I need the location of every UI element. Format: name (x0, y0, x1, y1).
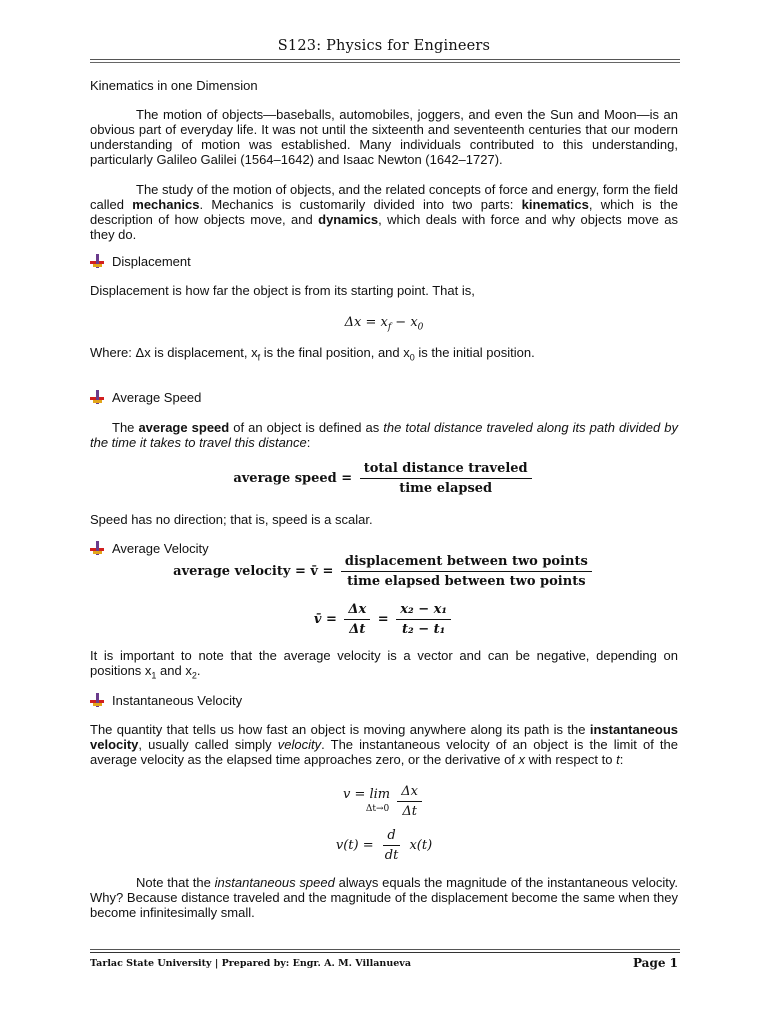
instantaneous-speed-note: Note that the instantaneous speed always equals the magnitude of the instantaneous velocity. Why? Because distance traveled and the magnitude of the displacement become the same when they become infinitesimally small. (90, 875, 678, 920)
footer-rule (90, 949, 680, 953)
instantaneous-velocity-limit-equation: v = lim Δt→0 $\frac{\Delta x}{\Delta t}$ (90, 784, 678, 819)
average-speed-equation: average speed = $\frac{\text{total distance traveled}}{\text{time elapsed}}$ (90, 461, 678, 496)
section-displacement: Displacement (90, 254, 678, 269)
term-mechanics: mechanics (132, 197, 200, 212)
bullet-icon (90, 541, 104, 555)
page-number: Page 1 (632, 956, 678, 970)
term-kinematics: kinematics (521, 197, 589, 212)
displacement-text: Displacement is how far the object is from its starting point. That is, (90, 283, 475, 298)
displacement-equation: $\Delta x = x_f - x_0$ (344, 315, 424, 333)
instantaneous-velocity-derivative-equation: v(t) = $\frac{d}{dt}$ x(t) (335, 828, 433, 863)
average-velocity-note: It is important to note that the average velocity is a vector and can be negative, depending on positions $x_1$ and $x_2$. (90, 648, 678, 681)
bullet-icon (90, 254, 104, 268)
section-average-velocity: Average Velocity (90, 541, 678, 556)
average-speed-definition: The average speed of an object is defined as the total distance traveled along its path divided by the time it takes to travel this distance: (90, 420, 678, 450)
footer-credit: Tarlac State University | Prepared by: Engr. A. M. Villanueva (90, 958, 411, 969)
intro-paragraph-1: The motion of objects—baseballs, automobiles, joggers, and even the Sun and Moon—is an obvious part of everyday life. It was not until the sixteenth and seventeenth centuries that our modern understanding of motion was established. Many individuals contributed to this understanding, particularly Galileo Galilei (1564–1642) and Isaac Newton (1642–1727). (90, 107, 678, 167)
page-header-title: S123: Physics for Engineers (277, 38, 491, 54)
term-dynamics: dynamics (318, 212, 379, 227)
instantaneous-velocity-definition: The quantity that tells us how fast an object is moving anywhere along its path is the instantaneous velocity, usually called simply velocity. The instantaneous velocity of an object is the limit of the average velocity as the elapsed time approaches zero, or the derivative of x with respect to t: (90, 722, 678, 767)
displacement-where: Where: Δx is displacement, $x_f$ is the final position, and $x_0$ is the initial position. (90, 345, 535, 363)
section-title-kinematics: Kinematics in one Dimension (90, 78, 258, 93)
intro-paragraph-2: The study of the motion of objects, and the related concepts of force and energy, form the field called mechanics. Mechanics is customarily divided into two parts: kinematics, which is the description of how objects move, and dynamics, which deals with force and why objects move as they do. (90, 182, 679, 242)
bullet-icon (90, 390, 104, 404)
average-velocity-equation-1: average velocity = v̄ = $\frac{\text{displacement between two points}}{\text{time elapsed between two points}}$ (90, 554, 678, 589)
average-velocity-equation-2: v̄ = $\frac{\Delta x}{\Delta t}$ = $\frac{\text{x₂ − x₁}}{\text{t₂ − t₁}}$ (90, 602, 678, 637)
speed-scalar-note: Speed has no direction; that is, speed is a scalar. (90, 512, 373, 527)
section-instantaneous-velocity: Instantaneous Velocity (90, 693, 678, 708)
header-rule (90, 59, 680, 63)
bullet-icon (90, 693, 104, 707)
section-average-speed: Average Speed (90, 390, 678, 405)
